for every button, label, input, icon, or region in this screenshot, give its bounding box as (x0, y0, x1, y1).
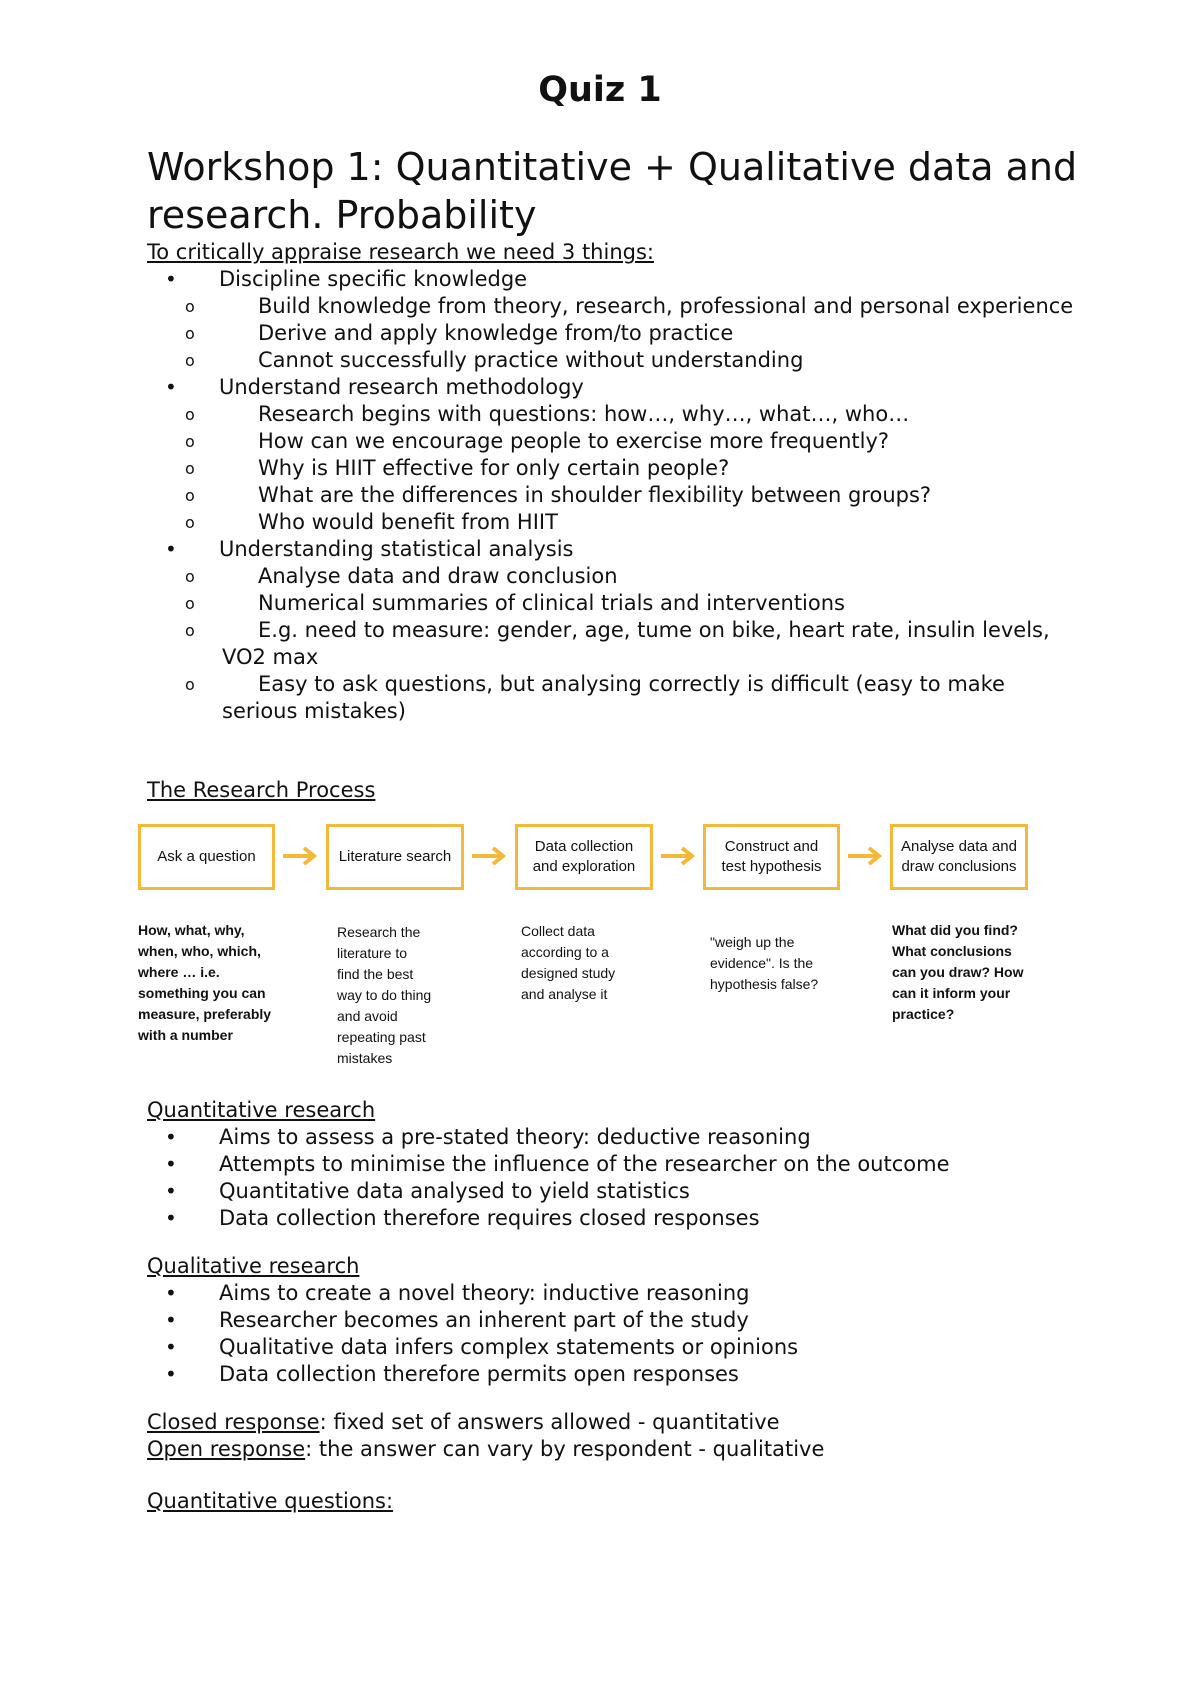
circle-bullet-icon: o (185, 675, 195, 694)
list-item-text: Data collection therefore permits open responses (219, 1362, 739, 1386)
list-item-label: Understand research methodology (219, 375, 584, 399)
list-item (147, 1361, 1087, 1388)
sub-list (185, 401, 1087, 536)
sub-list-item (185, 428, 1087, 455)
list-item-text: Qualitative data infers complex statements or opinions (219, 1335, 799, 1359)
list-item-label: Understanding statistical analysis (219, 537, 574, 561)
sub-item-text: E.g. need to measure: gender, age, tume on bike, heart rate, insulin levels, VO2 max (222, 618, 1050, 669)
sub-item-text: Research begins with questions: how…, why…, what…, who… (258, 402, 910, 426)
sub-item-text: Numerical summaries of clinical trials and interventions (258, 591, 845, 615)
sub-item-text: Analyse data and draw conclusion (258, 564, 618, 588)
responses-section (147, 1409, 1087, 1463)
bullet-icon: • (165, 537, 177, 561)
circle-bullet-icon: o (185, 486, 195, 505)
closed-response-term: Closed response (147, 1410, 320, 1434)
process-desc-data-collection: Collect data according to a designed study and analyse it (521, 923, 616, 1002)
bullet-icon: • (165, 1308, 177, 1332)
open-response-line (147, 1436, 1087, 1463)
list-item (147, 1334, 1087, 1361)
list-item-text: Aims to assess a pre-stated theory: deductive reasoning (219, 1125, 811, 1149)
list-item-label: Discipline specific knowledge (219, 267, 528, 291)
list-item (147, 1307, 1087, 1334)
quant-questions-section (147, 1488, 1087, 1515)
sub-list-item (185, 455, 1087, 482)
appraise-intro: To critically appraise research we need 3 things: (147, 240, 654, 264)
process-step-literature: Literature search (326, 824, 464, 890)
list-item-text: Data collection therefore requires closed responses (219, 1206, 760, 1230)
circle-bullet-icon: o (185, 513, 195, 532)
list-item (147, 1151, 1087, 1178)
research-process-heading: The Research Process (147, 778, 376, 802)
sub-list-item (185, 482, 1087, 509)
sub-item-text: Cannot successfully practice without understanding (258, 348, 804, 372)
process-step-hypothesis: Construct and test hypothesis (703, 824, 840, 890)
process-step-data-collection: Data collection and exploration (515, 824, 653, 890)
quant-questions-heading: Quantitative questions: (147, 1489, 394, 1513)
sub-list-item (185, 293, 1087, 320)
sub-list-item (185, 671, 1087, 725)
list-item (147, 374, 1087, 536)
workshop-heading: Workshop 1: Quantitative + Qualitative data and research. Probability (147, 145, 1078, 237)
qualitative-section (147, 1253, 1087, 1388)
list-item-text: Aims to create a novel theory: inductive reasoning (219, 1281, 750, 1305)
sub-list-item (185, 509, 1087, 536)
qualitative-list (147, 1280, 1087, 1388)
list-item-text: Attempts to minimise the influence of the researcher on the outcome (219, 1152, 950, 1176)
quantitative-heading: Quantitative research (147, 1098, 376, 1122)
arrow-right-icon (471, 846, 507, 866)
appraise-list (147, 266, 1087, 725)
circle-bullet-icon: o (185, 432, 195, 451)
bullet-icon: • (165, 375, 177, 399)
sub-list (185, 293, 1087, 374)
open-response-definition: : the answer can vary by respondent - qualitative (305, 1437, 825, 1461)
closed-response-definition: : fixed set of answers allowed - quantitative (319, 1410, 780, 1434)
process-step-ask: Ask a question (138, 824, 275, 890)
process-step-analyse: Analyse data and draw conclusions (890, 824, 1028, 890)
research-process-section (147, 777, 1087, 804)
bullet-icon: • (165, 1152, 177, 1176)
arrow-right-icon (282, 846, 318, 866)
quantitative-section (147, 1097, 1087, 1232)
open-response-term: Open response (147, 1437, 306, 1461)
circle-bullet-icon: o (185, 621, 195, 640)
qualitative-heading: Qualitative research (147, 1254, 360, 1278)
circle-bullet-icon: o (185, 594, 195, 613)
sub-item-text: Who would benefit from HIIT (258, 510, 558, 534)
sub-item-text: Derive and apply knowledge from/to practice (258, 321, 734, 345)
bullet-icon: • (165, 1206, 177, 1230)
arrow-right-icon (847, 846, 883, 866)
sub-item-text: Easy to ask questions, but analysing correctly is difficult (easy to make serious mistakes) (222, 672, 1005, 723)
bullet-icon: • (165, 1179, 177, 1203)
sub-list-item (185, 563, 1087, 590)
process-desc-ask: How, what, why, when, who, which, where … i.e. something you can measure, preferably with a number (138, 922, 272, 1043)
arrow-right-icon (660, 846, 696, 866)
bullet-icon: • (165, 1125, 177, 1149)
sub-list-item (185, 617, 1087, 671)
process-desc-literature: Research the literature to find the best way to do thing and avoid repeating past mistakes (337, 924, 432, 1066)
circle-bullet-icon: o (185, 297, 195, 316)
research-process-diagram (135, 818, 1035, 1068)
sub-list-item (185, 347, 1087, 374)
circle-bullet-icon: o (185, 567, 195, 586)
bullet-icon: • (165, 1335, 177, 1359)
process-desc-hypothesis: "weigh up the evidence". Is the hypothesis false? (710, 934, 819, 992)
bullet-icon: • (165, 267, 177, 291)
sub-item-text: What are the differences in shoulder flexibility between groups? (258, 483, 932, 507)
closed-response-line (147, 1409, 1087, 1436)
sub-item-text: Why is HIIT effective for only certain people? (258, 456, 730, 480)
sub-list-item (185, 320, 1087, 347)
circle-bullet-icon: o (185, 351, 195, 370)
circle-bullet-icon: o (185, 459, 195, 478)
list-item (147, 536, 1087, 725)
sub-item-text: How can we encourage people to exercise more frequently? (258, 429, 890, 453)
list-item (147, 1124, 1087, 1151)
appraise-section (147, 239, 1087, 725)
list-item (147, 266, 1087, 374)
list-item (147, 1205, 1087, 1232)
quantitative-list (147, 1124, 1087, 1232)
list-item (147, 1178, 1087, 1205)
sub-list-item (185, 401, 1087, 428)
page-title: Quiz 1 (538, 70, 662, 110)
circle-bullet-icon: o (185, 324, 195, 343)
list-item (147, 1280, 1087, 1307)
sub-item-text: Build knowledge from theory, research, professional and personal experience (258, 294, 1074, 318)
circle-bullet-icon: o (185, 405, 195, 424)
process-desc-analyse: What did you find? What conclusions can you draw? How can it inform your practice? (892, 922, 1024, 1022)
bullet-icon: • (165, 1281, 177, 1305)
sub-list (185, 563, 1087, 725)
bullet-icon: • (165, 1362, 177, 1386)
sub-list-item (185, 590, 1087, 617)
list-item-text: Researcher becomes an inherent part of the study (219, 1308, 749, 1332)
list-item-text: Quantitative data analysed to yield statistics (219, 1179, 690, 1203)
